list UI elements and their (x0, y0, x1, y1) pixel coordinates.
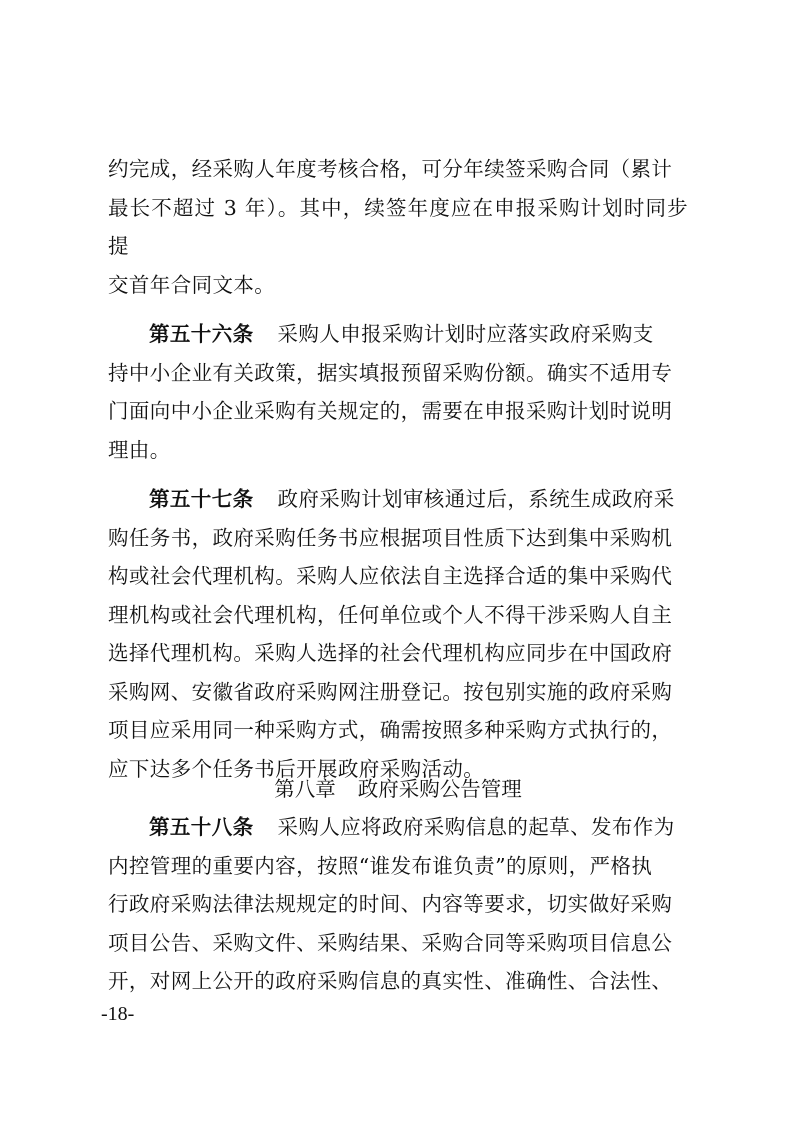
article-56 (108, 315, 688, 469)
text-line: 理由。 (108, 437, 171, 462)
article-57 (108, 480, 688, 788)
text-line: 项目公告、采购文件、采购结果、采购合同等采购项目信息公 (108, 930, 673, 955)
text-line: 约完成，经采购人年度考核合格，可分年续签采购合同（累计 (108, 157, 673, 181)
text-line: 持中小企业有关政策，据实填报预留采购份额。确实不适用专 (108, 360, 673, 385)
text-line: 最长不超过 3 年）。其中，续签年度应在申报采购计划时同步提 (108, 195, 688, 258)
text-line: 行政府采购法律法规规定的时间、内容等要求，切实做好采购 (108, 892, 673, 916)
text-line: 政府采购计划审核通过后，系统生成政府采 (277, 487, 675, 511)
text-line: 交首年合同文本。 (108, 272, 276, 297)
text-line: 门面向中小企业采购有关规定的，需要在申报采购计划时说明 (108, 399, 673, 423)
text-line: 开，对网上公开的政府采购信息的真实性、准确性、合法性、 (108, 969, 673, 993)
text-line: 采购网、安徽省政府采购网注册登记。按包别实施的政府采购 (108, 679, 673, 704)
text-line: 购任务书，政府采购任务书应根据项目性质下达到集中采购机 (108, 525, 673, 550)
text-line: 项目应采用同一种采购方式，确需按照多种采购方式执行的， (108, 718, 673, 742)
article-58 (108, 808, 688, 1001)
text-line: 采购人应将政府采购信息的起草、发布作为 (277, 815, 675, 839)
text-line: 内控管理的重要内容，按照“谁发布谁负责”的原则，严格执 (108, 853, 653, 878)
text-line: 应下达多个任务书后开展政府采购活动。 (108, 756, 485, 781)
article-57-title: 第五十七条 (149, 487, 254, 511)
article-58-title: 第五十八条 (149, 815, 254, 839)
chapter-heading (108, 770, 688, 808)
chapter-number: 第八章 (274, 777, 336, 801)
text-line: 采购人申报采购计划时应落实政府采购支 (277, 322, 654, 346)
text-line: 选择代理机构。采购人选择的社会代理机构应同步在中国政府 (108, 641, 673, 665)
text-line: 构或社会代理机构。采购人应依法自主选择合适的集中采购代 (108, 564, 673, 588)
article-56-title: 第五十六条 (149, 322, 254, 346)
body-text-lower (108, 808, 688, 1001)
paragraph-continued (108, 150, 688, 304)
body-text-upper (108, 150, 688, 788)
chapter-title: 政府采购公告管理 (357, 777, 522, 801)
page-number: -18- (101, 1003, 135, 1025)
text-line: 理机构或社会代理机构，任何单位或个人不得干涉采购人自主 (108, 602, 673, 627)
